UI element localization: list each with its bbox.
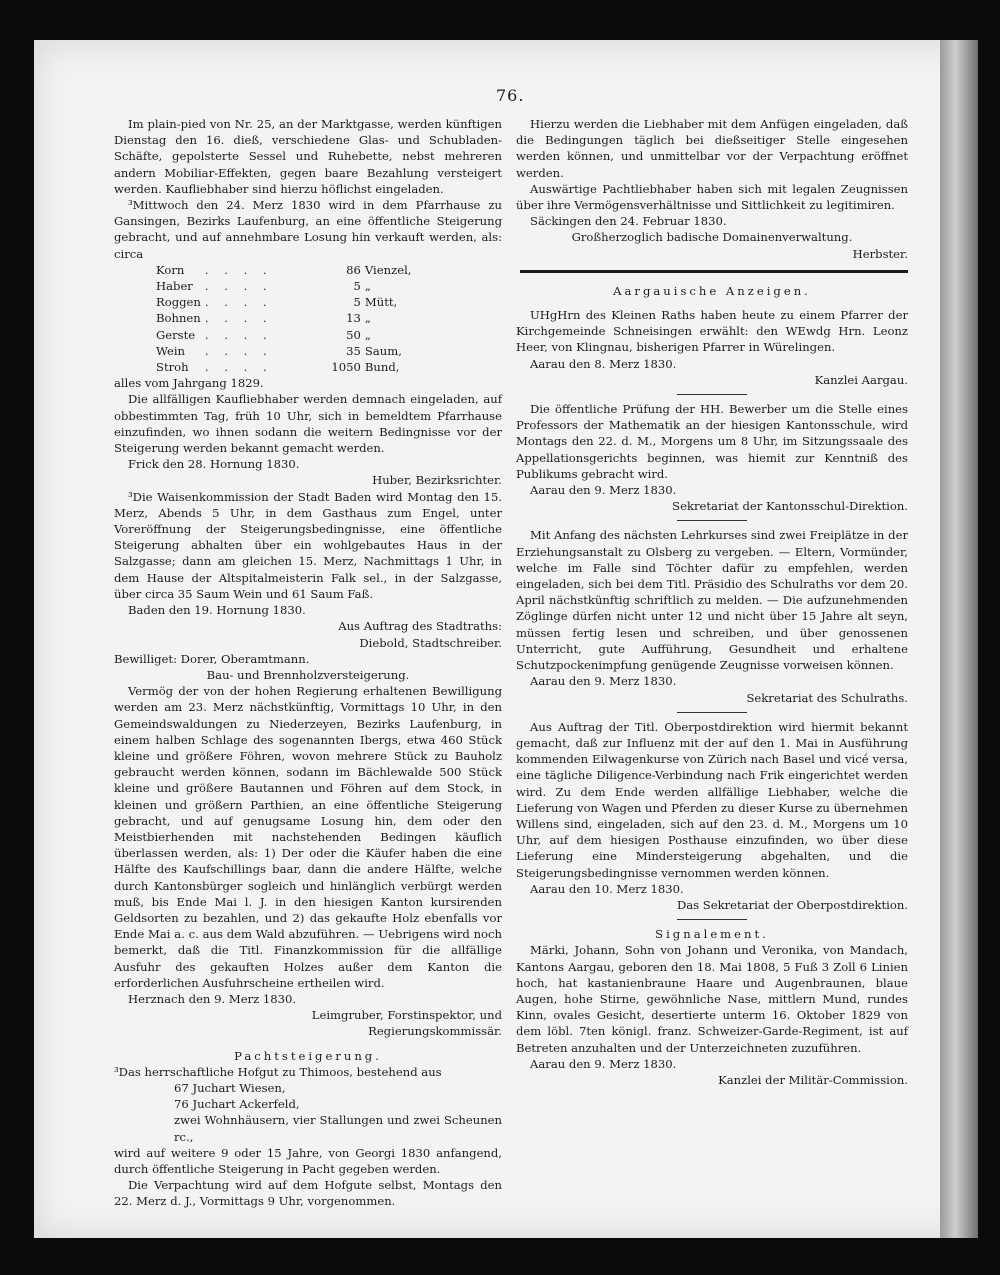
produce-unit: Vienzel,: [364, 262, 412, 277]
produce-row: [154, 262, 413, 278]
pacht-line-1: 67 Juchart Wiesen,: [174, 1080, 286, 1095]
pruefung-notice: Die öffentliche Prüfung der HH. Bewerber um die Stelle eines Professors der Mathematik an der hiesigen Kantonsschule, wird Montags den 22. d. M., Morgens um 8 Uhr, im Sitzungssaale des Appellationsgerichts beginnen, was hiemit zur Kenntniß des Publikums gebracht wird.: [516, 402, 908, 481]
post-notice: Aus Auftrag der Titl. Oberpostdirektion wird hiermit bekannt gemacht, daß zur Influenz mit der auf den 1. Mai in Ausführung kommenden Eilwagenkurse von Zürich nach Basel und vicé versa, eine tägliche Diligence-Verbindung nach Frik eingerichtet werden wird. Zu dem Ende werden allfällige Liebhaber, welche die Lieferung von Wagen und Pferden zu dieser Kurse zu übernehmen Willens sind, eingeladen, sich auf den 23. d. M., Morgens um 10 Uhr, auf dem hiesigen Posthause einzufinden, wo über diese Lieferung eine Mindersteigerung abgehalten, und die Steigerungsbedingnisse vernommen werden können.: [516, 719, 908, 880]
produce-qty: 1050: [331, 360, 361, 375]
frick-signature: Huber, Bezirksrichter.: [372, 473, 502, 488]
produce-qty: 86: [346, 262, 361, 277]
bau-heading: Bau- und Brennholzversteigerung.: [206, 667, 410, 682]
produce-row: [154, 343, 413, 359]
bau-date: Herznach den 9. Merz 1830.: [128, 991, 297, 1006]
baden-signature-1: Aus Auftrag des Stadtraths:: [338, 619, 502, 634]
produce-row: [154, 359, 413, 375]
freiplaetze-date: Aarau den 9. Merz 1830.: [530, 674, 677, 689]
page-binding-gutter: [940, 40, 978, 1238]
dot-leader: . . . .: [204, 311, 273, 326]
section-divider: [520, 270, 908, 273]
dot-leader: . . . .: [204, 279, 273, 294]
aargau-heading: Aargauische Anzeigen.: [613, 283, 811, 298]
dot-leader: . . . .: [204, 295, 273, 310]
saeckingen-date: Säckingen den 24. Februar 1830.: [530, 214, 727, 229]
produce-table: [154, 262, 413, 375]
produce-unit: „: [364, 311, 371, 326]
dot-leader: . . . .: [204, 327, 273, 342]
pfarrer-date: Aarau den 8. Merz 1830.: [530, 356, 677, 371]
produce-row: [154, 310, 413, 326]
produce-item: Wein: [156, 343, 186, 358]
right-column: [516, 116, 908, 1088]
post-date: Aarau den 10. Merz 1830.: [530, 881, 684, 896]
produce-unit: Mütt,: [364, 295, 398, 310]
pfarrer-notice: UHgHrn des Kleinen Raths haben heute zu einem Pfarrer der Kirchgemeinde Schneisingen erwählt: den WEwdg Hrn. Leonz Heer, von Klingnau, bisherigen Pfarrer in Würelingen.: [516, 308, 908, 355]
auswaertige-text: Auswärtige Pachtliebhaber haben sich mit legalen Zeugnissen über ihre Vermögensverhältnisse und Sittlichkeit zu legitimiren.: [516, 181, 908, 213]
produce-item: Stroh: [156, 360, 189, 375]
left-column: [114, 116, 502, 1210]
baden-signature-2: Diebold, Stadtschreiber.: [359, 635, 502, 650]
pacht-line-2: 76 Juchart Ackerfeld,: [174, 1097, 300, 1112]
pacht-text: wird auf weitere 9 oder 15 Jahre, von Georgi 1830 anfangend, durch öffentliche Steigerung in Pacht gegeben werden.: [114, 1145, 502, 1176]
signalement-signature: Kanzlei der Militär-Commission.: [718, 1072, 908, 1087]
dot-leader: . . . .: [204, 360, 273, 375]
produce-item: Gerste: [156, 327, 196, 342]
produce-qty: 5: [353, 279, 361, 294]
pacht-intro: ³Das herrschaftliche Hofgut zu Thimoos, bestehend aus: [114, 1064, 442, 1079]
pacht-line-3: zwei Wohnhäusern, vier Stallungen und zwei Scheunen rc.,: [174, 1113, 502, 1144]
signalement-text: Märki, Johann, Sohn von Johann und Veronika, von Mandach, Kantons Aargau, geboren den 18. Mai 1808, 5 Fuß 3 Zoll 6 Linien hoch, hat kastanienbraune Haare und Augenbraunen, blaue Augen, hohe Stirne, gewöhnliche Nase, mittlern Mund, rundes Kinn, ovales Gesicht, desertierte unterm 16. Oktober 1829 von dem löbl. 7ten königl. franz. Schweizer-Garde-Regiment, ist auf Betreten anzuhalten und der Unterzeichneten zuzuführen.: [516, 943, 908, 1055]
pruefung-signature: Sekretariat der Kantonsschul-Direktion.: [672, 499, 908, 514]
dot-leader: . . . .: [204, 262, 273, 277]
freiplaetze-signature: Sekretariat des Schulraths.: [746, 690, 908, 705]
bau-signature-2: Regierungskommissär.: [368, 1024, 502, 1039]
bau-text: Vermög der von der hohen Regierung erhaltenen Bewilligung werden am 23. Merz nächstkünftig, Vormittags 10 Uhr, in den Gemeindswaldungen zu Niederzeyen, Bezirks Laufenburg, in einem halben Schlage des sogenannten Ibergs, etwa 460 Stück kleine und größere Föhren, wovon mehrere Stück zu Bauholz gebraucht werden können, sodann im Bächlewalde 500 Stück kleine und größere Bautannen und Föhren auf dem Stock, in kleinen und größern Parthien, an eine öffentliche Steigerung gebracht, und auf genugsame Losung hin, dem oder den Meistbierhenden mit nachstehenden Bedingen käuflich überlassen werden, als: 1) Der oder die Käufer haben die eine Hälfte des Kaufschillings baar, dann die andere Hälfte, welche durch Kantonsbürger sogleich und hinlänglich verbürgt werden muß, bis Ende Mai l. J. in den hiesigen Kanton kursirenden Geldsorten zu bezahlen, und 2) das gekaufte Holz ebenfalls vor Ende Mai a. c. aus dem Wald abzuführen. — Uebrigens wird noch bemerkt, daß die Titl. Finanzkommission für die allfällige Ausfuhr des gekauften Holzes außer dem Kanton die erforderlichen Ausfuhrscheine ertheilen wird.: [114, 684, 502, 990]
produce-unit: Bund,: [364, 360, 400, 375]
signalement-date: Aarau den 9. Merz 1830.: [530, 1056, 677, 1071]
notice-gansingen: ³Mittwoch den 24. Merz 1830 wird in dem Pfarrhause zu Gansingen, Bezirks Laufenburg, an eine öffentliche Steigerung gebracht, und auf annehmbare Losung hin verkauft werden, als: circa: [114, 198, 502, 261]
page-number: 76.: [496, 86, 525, 105]
post-signature: Das Sekretariat der Oberpostdirektion.: [676, 897, 908, 912]
kaufliebhaber-text: Die allfälligen Kaufliebhaber werden demnach eingeladen, auf obbestimmten Tag, früh 10 Uhr, sich in bemeldtem Pfarrhause einzufinden, wo ihnen sodann die weitern Bedingnisse vor der Steigerung werden bekannt gemacht werden.: [114, 392, 502, 456]
signalement-heading: Signalement.: [655, 927, 769, 942]
frick-date: Frick den 28. Hornung 1830.: [128, 457, 300, 472]
short-divider: [677, 394, 747, 395]
freiplaetze-notice: Mit Anfang des nächsten Lehrkurses sind zwei Freiplätze in der Erziehungsanstalt zu Olsberg zu vergeben. — Eltern, Vormünder, welche im Falle sind Töchter dafür zu empfehlen, werden eingeladen, sich bei dem Titl. Präsidio des Schulraths vor dem 20. April nächstkünftig schriftlich zu melden. — Die aufzunehmenden Zöglinge dürfen nicht unter 12 und nicht über 15 Jahre alt seyn, müssen fertig lesen und schreiben, und über genossenen Unterricht, gute Aufführung, Gesundheit und erhaltene Schutzpockenimpfung genügende Zeugnisse vorweisen können.: [516, 528, 908, 673]
short-divider: [677, 919, 747, 920]
produce-row: [154, 327, 413, 343]
produce-qty: 13: [346, 311, 361, 326]
pfarrer-signature: Kanzlei Aargau.: [814, 372, 908, 387]
pacht-heading: Pachtsteigerung.: [234, 1048, 382, 1063]
short-divider: [677, 520, 747, 521]
jahrgang-line: alles vom Jahrgang 1829.: [114, 376, 264, 391]
saeckingen-signature-1: Großherzoglich badische Domainenverwaltung.: [571, 230, 853, 245]
produce-row: [154, 278, 413, 294]
produce-item: Roggen: [156, 295, 201, 310]
hierzu-text: Hierzu werden die Liebhaber mit dem Anfügen eingeladen, daß die Bedingungen täglich bei dießseitiger Stelle eingesehen werden können, und unmittelbar vor der Verpachtung eröffnet werden.: [516, 117, 908, 180]
dot-leader: . . . .: [204, 343, 273, 358]
produce-item: Korn: [156, 262, 185, 277]
pacht-text-2: Die Verpachtung wird auf dem Hofgute selbst, Montags den 22. Merz d. J., Vormittags 9 Uhr, vorgenommen.: [114, 1178, 502, 1209]
short-divider: [677, 712, 747, 713]
notice-marktgasse: Im plain-pied von Nr. 25, an der Marktgasse, werden künftigen Dienstag den 16. dieß, verschiedene Glas- und Schubladen-Schäfte, gepolsterte Sessel und Ruhebette, nebst mehreren andern Mobiliar-Effekten, gegen baare Bezahlung versteigert werden. Kaufliebhaber sind hierzu höflichst eingeladen.: [114, 117, 502, 196]
produce-qty: 50: [346, 327, 361, 342]
produce-qty: 35: [346, 343, 361, 358]
bewilliget-line: Bewilliget: Dorer, Oberamtmann.: [114, 651, 310, 666]
produce-qty: 5: [353, 295, 361, 310]
produce-item: Haber: [156, 279, 193, 294]
produce-unit: „: [364, 279, 371, 294]
saeckingen-signature-2: Herbster.: [852, 246, 908, 261]
baden-notice: ³Die Waisenkommission der Stadt Baden wird Montag den 15. Merz, Abends 5 Uhr, in dem Gasthaus zum Engel, unter Voreröffnung der Steigerungsbedingnisse, eine öffentliche Steigerung abhalten über ein wohlgebautes Haus in der Salzgasse; dann am gleichen 15. Merz, Nachmittags 1 Uhr, in dem Hause der Altspitalmeisterin Falk sel., in der Salzgasse, über circa 35 Saum Wein und 61 Saum Faß.: [114, 489, 502, 601]
produce-row: [154, 294, 413, 310]
bau-signature-1: Leimgruber, Forstinspektor, und: [311, 1008, 502, 1023]
produce-unit: Saum,: [364, 343, 402, 358]
pruefung-date: Aarau den 9. Merz 1830.: [530, 483, 677, 498]
produce-item: Bohnen: [156, 311, 201, 326]
baden-date: Baden den 19. Hornung 1830.: [128, 603, 306, 618]
produce-unit: „: [364, 327, 371, 342]
